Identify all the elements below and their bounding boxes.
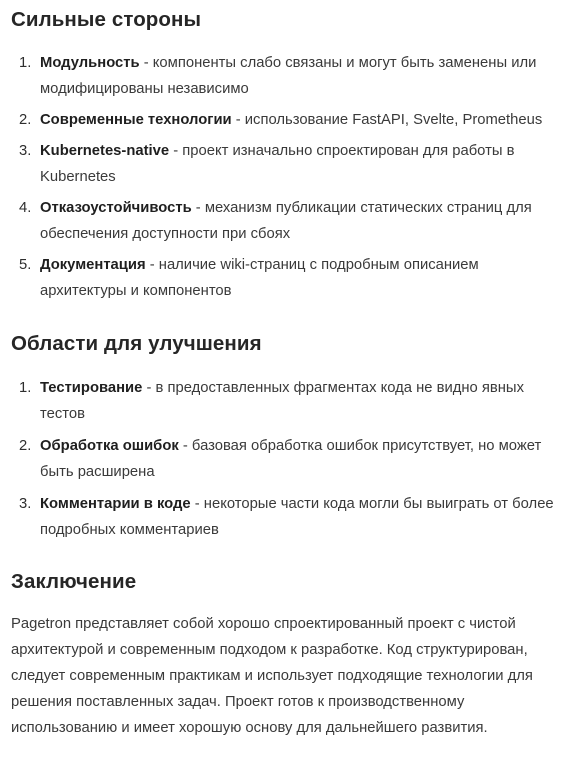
list-item <box>11 433 566 485</box>
section-heading-improvements: Области для улучшения <box>11 332 262 355</box>
list-item <box>11 50 566 102</box>
item-text: - базовая обработка ошибок присутствует, но может быть расширена <box>40 438 542 480</box>
section-heading-strengths: Сильные стороны <box>11 8 202 31</box>
item-title: Отказоустойчивость <box>40 200 192 216</box>
improvements-list <box>11 375 566 543</box>
list-number: 3. <box>19 143 32 159</box>
list-item <box>11 107 566 133</box>
item-text: - в предоставленных фрагментах кода не видно явных тестов <box>40 380 524 422</box>
list-number: 2. <box>19 438 32 454</box>
list-number: 5. <box>19 257 32 273</box>
list-item <box>11 375 566 427</box>
item-title: Современные технологии <box>40 112 232 128</box>
item-title: Обработка ошибок <box>40 438 179 454</box>
list-item <box>11 138 566 190</box>
section-heading-conclusion: Заключение <box>11 570 137 593</box>
item-text: - проект изначально спроектирован для работы в Kubernetes <box>40 143 515 185</box>
conclusion-paragraph: Pagetron представляет собой хорошо спроектированный проект с чистой архитектурой и современным подходом к разработке. Код структурирован, следует современным практикам и использует подходящие технологии для решения поставленных задач. Проект готов к производственному использованию и имеет хорошую основу для дальнейшего развития. <box>11 616 533 736</box>
item-title: Kubernetes-native <box>40 143 170 159</box>
list-number: 1. <box>19 55 32 71</box>
item-text: - некоторые части кода могли бы выиграть от более подробных комментариев <box>40 496 554 538</box>
list-number: 4. <box>19 200 32 216</box>
strengths-list <box>11 50 566 304</box>
item-title: Модульность <box>40 55 140 71</box>
list-item <box>11 195 566 247</box>
item-text: - наличие wiki-страниц с подробным описанием архитектуры и компонентов <box>40 257 479 299</box>
item-text: - механизм публикации статических страниц для обеспечения доступности при сбоях <box>40 200 532 242</box>
item-title: Тестирование <box>40 380 143 396</box>
item-title: Документация <box>40 257 146 273</box>
list-number: 1. <box>19 380 32 396</box>
item-text: - использование FastAPI, Svelte, Prometheus <box>231 112 543 128</box>
item-title: Комментарии в коде <box>40 496 191 512</box>
item-text: - компоненты слабо связаны и могут быть заменены или модифицированы независимо <box>40 55 537 97</box>
list-item <box>11 252 566 304</box>
list-number: 2. <box>19 112 32 128</box>
list-item <box>11 491 566 543</box>
list-number: 3. <box>19 496 32 512</box>
